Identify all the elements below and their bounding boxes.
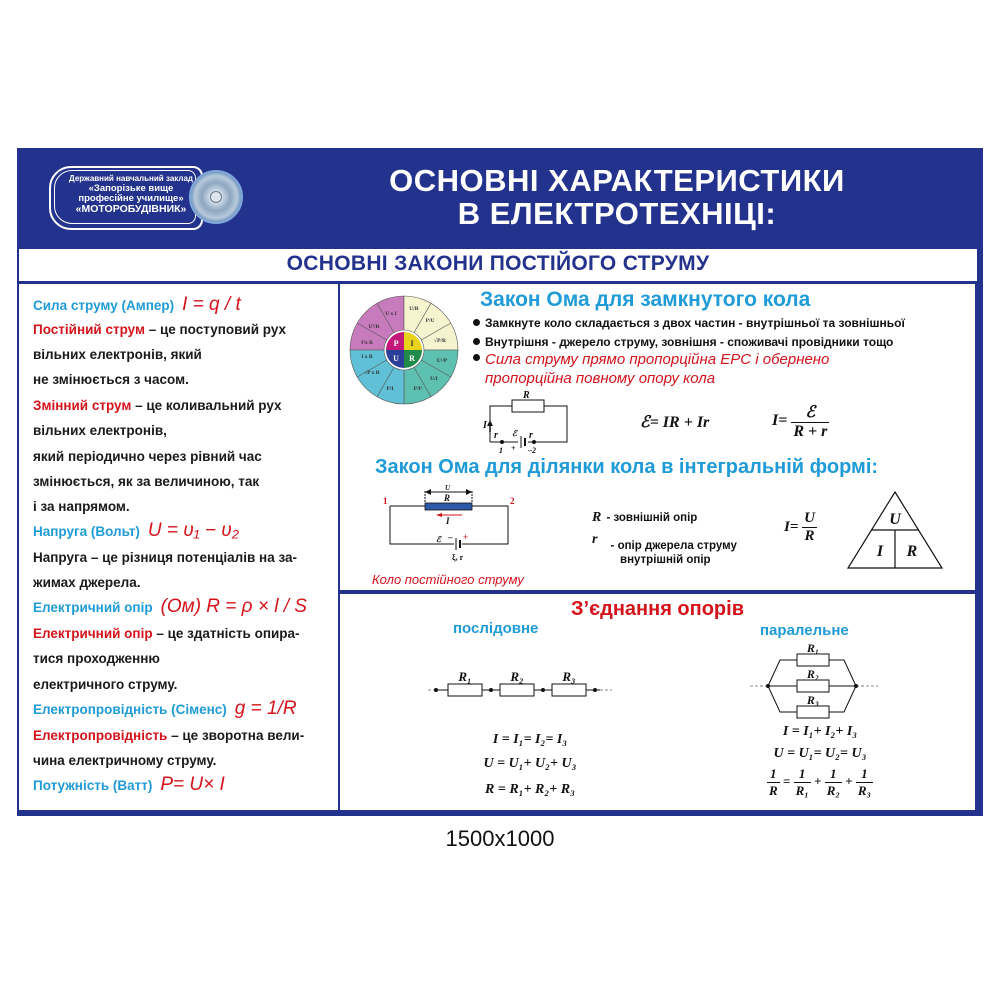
resistance-line-3: електричного струму.	[33, 677, 178, 692]
svg-text:U/R: U/R	[409, 306, 419, 312]
dc-line-2: вільних електронів, який	[33, 347, 202, 362]
parallel-label: паралельне	[760, 622, 849, 639]
power-label: Потужність (Ватт)	[33, 778, 153, 793]
legend-r-symbol: r	[592, 532, 598, 547]
logo-line-2: «Запорізьке вище	[88, 183, 174, 194]
emf-formula: ℰ= IR + Ir	[640, 414, 710, 431]
current-definition-header	[33, 294, 241, 316]
dc-line-3: не змінюється з часом.	[33, 372, 189, 387]
wheel-center-p: P	[393, 339, 399, 348]
resistance-term: Електричний опір	[33, 626, 153, 641]
ohm-laws-panel	[340, 284, 975, 590]
power-definition-header	[33, 774, 225, 796]
ac-line-1: Змінний струм – це коливальний рух	[33, 398, 282, 413]
voltage-line-2: жимах джерела.	[33, 575, 141, 590]
ac-line-5: і за напрямом.	[33, 499, 130, 514]
poster	[17, 148, 983, 816]
svg-text:U: U	[889, 511, 901, 528]
svg-text:R₁: R₁	[806, 641, 820, 655]
symbol-legend	[592, 506, 737, 566]
dc-term: Постійний струм	[33, 322, 145, 337]
svg-text:ξ, r: ξ, r	[452, 553, 464, 562]
svg-text:√P/R: √P/R	[434, 338, 446, 344]
svg-text:U²/R: U²/R	[368, 324, 380, 330]
svg-text:R₂: R₂	[806, 667, 820, 681]
dc-circuit-caption: Коло постійного струму	[372, 572, 524, 587]
legend-r-text-1: - опір джерела струму	[610, 540, 737, 552]
title-line-1: ОСНОВНІ ХАРАКТЕРИСТИКИ	[389, 163, 845, 198]
fraction: $\frac{U}{R}$	[804, 510, 815, 544]
svg-text:U x I: U x I	[385, 311, 397, 317]
resistance-formula: (Ом) R = ρ × l / S	[160, 596, 307, 617]
svg-text:R: R	[906, 543, 918, 560]
ohm-section-title: Закон Ома для ділянки кола в інтегральній формі:	[375, 456, 879, 478]
title-line-2: В ЕЛЕКТРОТЕХНІЦІ:	[457, 196, 777, 231]
conductance-label: Електропровідність (Сіменс)	[33, 702, 227, 717]
voltage-definition-header	[33, 520, 239, 542]
resistance-line-2: тися проходженню	[33, 651, 160, 666]
conductance-line-1: Електропровідність – це зворотна вели-	[33, 728, 305, 743]
svg-text:R: R	[523, 390, 530, 401]
logo-line-3: професійне училище»	[78, 193, 184, 204]
voltage-formula: U = υ₁ − υ₂	[147, 520, 239, 541]
ac-line-2: вільних електронів,	[33, 423, 167, 438]
connections-title: З’єднання опорів	[571, 598, 744, 620]
resistance-line-1: Електричний опір – це здатність опира-	[33, 626, 300, 641]
conductance-term: Електропровідність	[33, 728, 168, 743]
header	[17, 148, 983, 248]
closed-circuit-current-formula: I= $\frac{\text{ℰ}}{R + r}$	[772, 404, 828, 440]
svg-text:P/U: P/U	[425, 318, 435, 324]
ohm-section-formula: I= $\frac{U}{R}$	[784, 510, 815, 544]
ac-line-4: змінюється, як за величиною, так	[33, 474, 260, 489]
voltage-line-1: Напруга – це різниця потенціалів на за-	[33, 550, 297, 565]
dc-line-1: Постійний струм – це поступовий рух	[33, 322, 287, 337]
svg-text:r: r	[529, 430, 533, 441]
power-formula: P= U× I	[160, 774, 225, 795]
series-circuit-diagram	[428, 664, 613, 704]
wheel-center-i: I	[410, 339, 414, 348]
resistance-label: Електричний опір	[33, 600, 153, 615]
current-label: Сила струму (Ампер)	[33, 298, 175, 313]
svg-text:I: I	[446, 516, 450, 526]
subtitle-bar	[19, 249, 977, 281]
conductance-line-2: чина електричному струму.	[33, 753, 217, 768]
svg-text:U/I: U/I	[430, 376, 438, 382]
svg-text:R₃: R₃	[562, 669, 576, 684]
svg-text:2: 2	[510, 496, 515, 506]
size-label: 1500x1000	[445, 826, 555, 851]
ohm-closed-bullet-3-line-1: Сила струму прямо пропорційна ЕРС і обернено	[485, 351, 830, 368]
current-formula: I = q / t	[182, 294, 241, 315]
legend-R-symbol: R	[592, 510, 602, 525]
ohm-closed-bullet-3	[485, 350, 829, 388]
conductance-formula: g = 1/R	[234, 698, 297, 719]
svg-text:√P x R: √P x R	[364, 370, 380, 376]
wheel-center-r: R	[409, 354, 415, 363]
legend-R-text: - зовнішній опір	[606, 512, 698, 524]
legend-r-text-2: внутрішній опір	[620, 554, 711, 566]
wheel-center-u: U	[393, 354, 399, 363]
power-wheel-diagram	[348, 294, 460, 406]
parallel-circuit-diagram	[750, 642, 880, 720]
logo-text	[61, 174, 201, 214]
svg-text:U: U	[445, 484, 451, 492]
svg-text:R: R	[444, 493, 451, 503]
ohm-closed-bullet-2: Внутрішня - джерело струму, зовнішня - споживачі провідники тощо	[485, 335, 894, 349]
parallel-eq-3: $\frac{1}{R}$ = $\frac{1}{\text{R₁}}$ + $\frac{1}{\text{R₂}}$ + $\frac{1}{\text{R₃}}$	[768, 766, 872, 798]
svg-text:–: –	[448, 532, 453, 542]
svg-text:ℰ: ℰ	[436, 535, 441, 544]
svg-text:R₁: R₁	[458, 669, 472, 684]
svg-text:I²x R: I²x R	[361, 340, 373, 346]
svg-text:–2: –2	[528, 446, 536, 455]
resistor-connections-panel	[340, 594, 975, 810]
svg-text:R₂: R₂	[510, 669, 524, 684]
svg-text:P/I²: P/I²	[413, 386, 423, 392]
definitions-column	[19, 284, 338, 810]
svg-text:U²/P: U²/P	[436, 358, 448, 364]
svg-text:P/I: P/I	[386, 386, 394, 392]
fraction: $\frac{\text{ℰ}}{R + r}$	[793, 404, 828, 440]
series-eq-3: R = R₁+ R₂+ R₃	[485, 782, 575, 797]
logo-line-1: Державний навчальний заклад	[69, 174, 193, 183]
conductance-definition-header	[33, 698, 297, 720]
ac-term: Змінний струм	[33, 398, 132, 413]
ohm-triangle	[845, 490, 945, 572]
svg-text:r: r	[494, 430, 498, 441]
parallel-eq-1: I = I₁+ I₂+ I₃	[782, 724, 858, 739]
svg-text:1: 1	[499, 446, 503, 455]
ohm-closed-bullet-3-line-2: пропорційна повному опору кола	[485, 370, 716, 387]
school-logo	[49, 166, 239, 230]
page-title	[317, 164, 917, 230]
svg-text:1: 1	[383, 496, 388, 506]
parallel-eq-2: U = U₁= U₂= U₃	[773, 746, 867, 761]
svg-text:I: I	[876, 543, 884, 560]
svg-text:I: I	[483, 420, 487, 431]
subtitle: ОСНОВНІ ЗАКОНИ ПОСТІЙОГО СТРУМУ	[286, 252, 710, 275]
ac-line-3: який періодично через рівний час	[33, 449, 262, 464]
ohm-closed-bullet-1: Замкнуте коло складається з двох частин - внутрішньої та зовнішньої	[485, 316, 905, 330]
series-eq-1: I = I₁= I₂= I₃	[492, 732, 568, 747]
ohm-closed-title: Закон Ома для замкнутого кола	[480, 288, 811, 311]
svg-text:I x R: I x R	[361, 354, 373, 360]
resistance-definition-header	[33, 596, 307, 618]
series-eq-2: U = U₁+ U₂+ U₃	[483, 756, 577, 771]
dc-circuit-diagram	[370, 484, 540, 568]
bullet-dot	[473, 354, 480, 361]
svg-text:ℰ: ℰ	[512, 429, 517, 438]
svg-text:+: +	[463, 532, 469, 542]
series-label: послідовне	[453, 620, 539, 637]
logo-line-4: «МОТОРОБУДІВНИК»	[75, 203, 187, 215]
voltage-label: Напруга (Вольт)	[33, 524, 140, 539]
turbine-icon	[189, 170, 243, 224]
closed-circuit-diagram	[483, 390, 590, 455]
svg-text:R₃: R₃	[806, 693, 820, 707]
svg-text:+: +	[511, 444, 516, 453]
